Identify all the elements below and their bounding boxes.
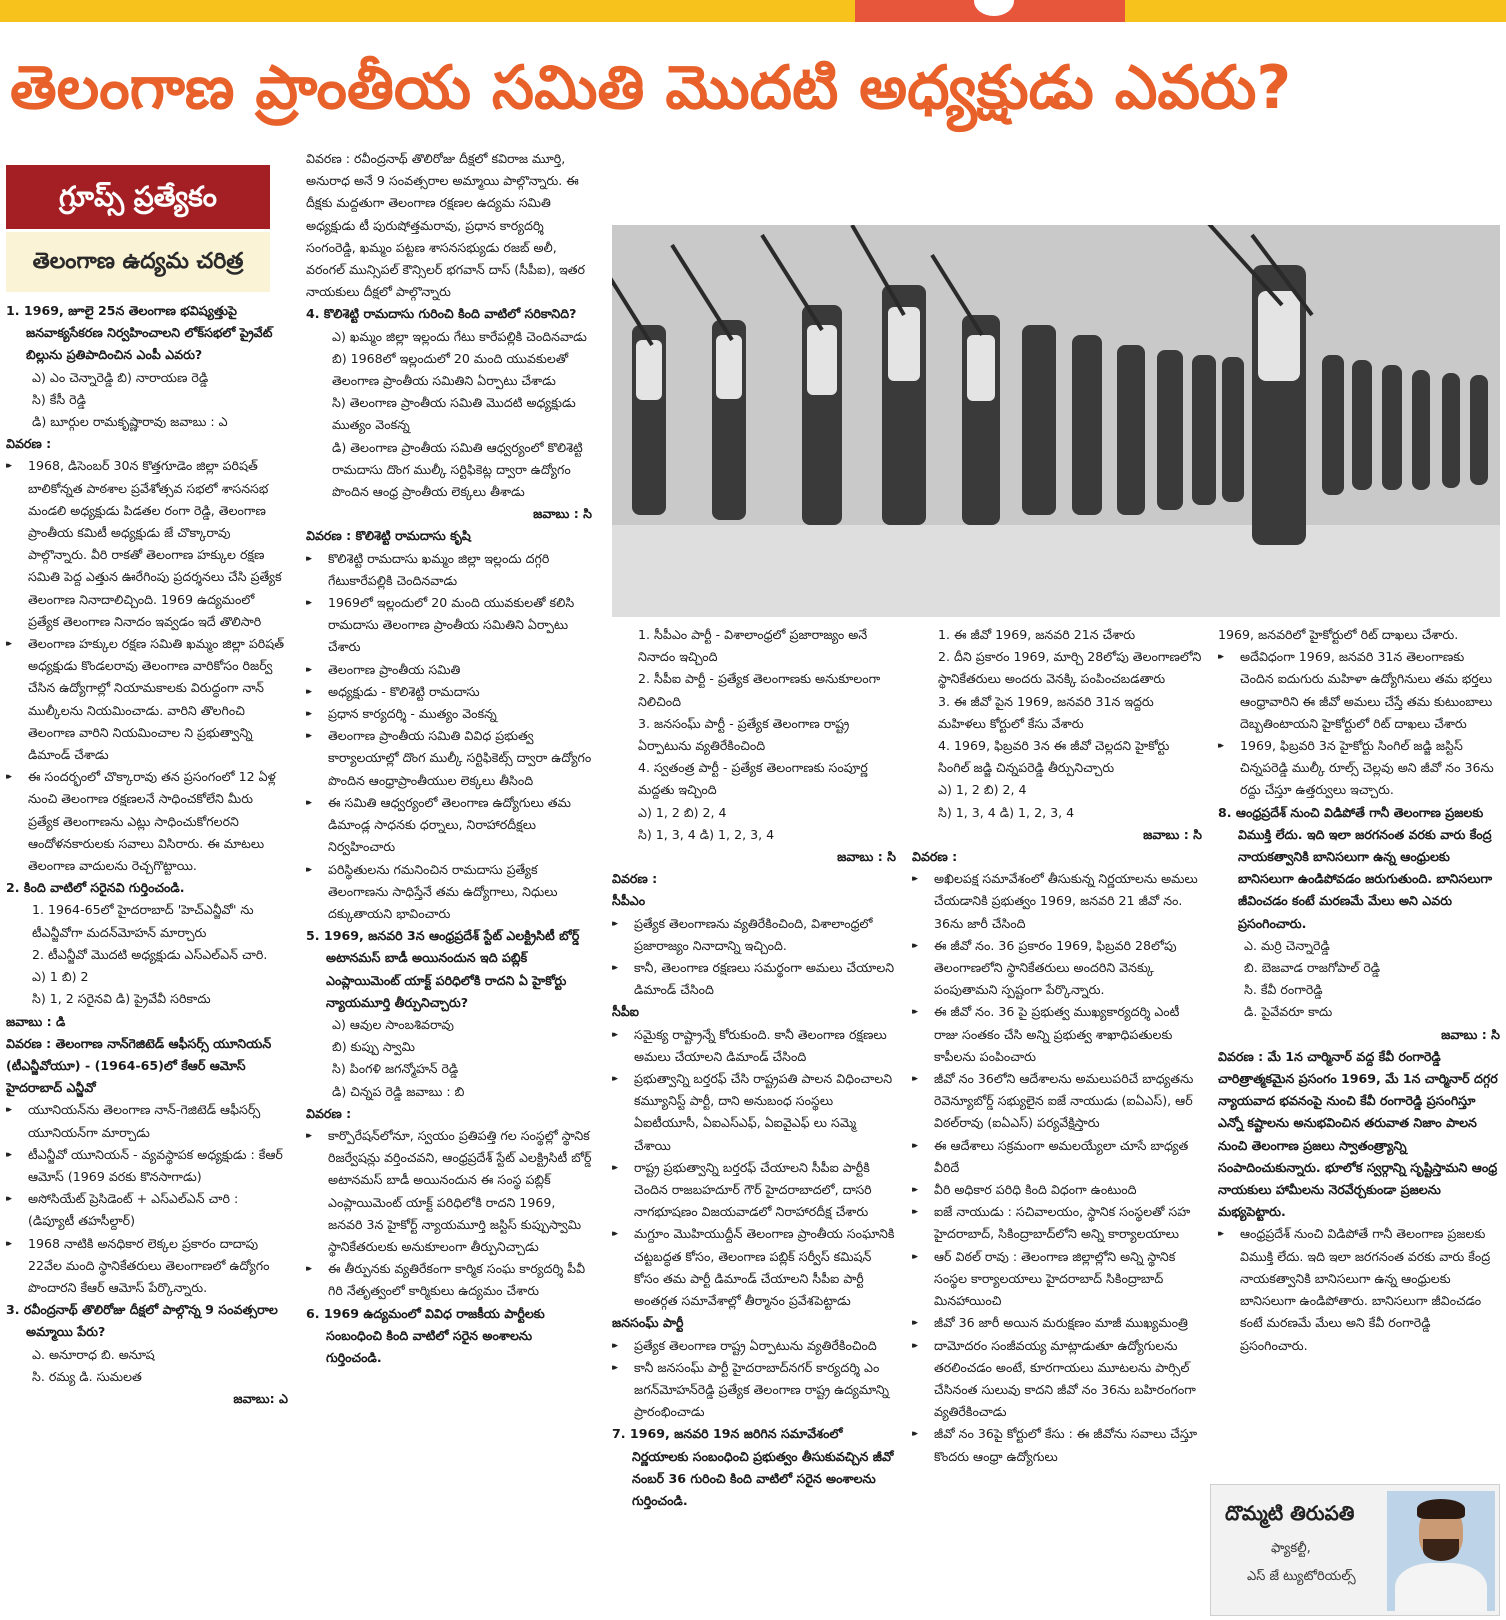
column2-bullet-point: ▸▸ కార్పొరేషన్‌లోనూ, స్వయం ప్రతిపత్తి గల సంస్థల్లో స్థానిక రిజర్వేషన్లు వర్తించవని, ఆంధ్రప్రదేశ్ స్టేట్ ఎలక్ట్రిసిటీ బోర్డ్ అటానమస్ బాడీ అయినందున ఈ సంస్థ పబ్లిక్ ఎంప్లాయిమెంట్ యాక్ట్ పరిధిలోకి రాదని 1969, జనవరి 3న హైకోర్ట్ న్యాయమూర్తి జస్టిస్ కుప్పుస్వామి స్థానికేతరులకు అనుకూలంగా తీర్పునిచ్చాడు	[306, 1125, 592, 1258]
column1-option: సి) 1, 2 సరైనవి డి) ప్రైవేవీ సరికాదు	[32, 991, 211, 1007]
column4-bullet-point: ▸▸ జీవో నం 36లోని ఆదేశాలను అమలుపరిచే బాధ్యతను రెవెన్యూబోర్డ్ సభ్యులైన ఐజే నాయుడు (ఐఏఎస్), ఆర్ విఠల్‌రావు (ఐఏఎస్) పర్యవేక్షిస్తారు	[912, 1068, 1202, 1135]
column2-option: ఎ) ఆవుల సాంబశివరావు	[332, 1016, 454, 1032]
column3-bullet-point: ▸▸ రాష్ట్ర ప్రభుత్వాన్ని బర్తరఫ్ చేయాలని సీపీఐ పార్టీకి చెందిన రాజబహదూర్ గౌర్ హైదరాబాదలో, దాసరి నాగభూషణం విజయవాడలో నిరాహారదీక్ష చేశారు	[612, 1157, 896, 1224]
column4-bullet-point: ▸▸ ఈ జీవో నం. 36 పై ప్రభుత్వ ముఖ్యకార్యదర్శి ఎంటీ రాజు సంతకం చేసి అన్ని ప్రభుత్వ శాఖాధిపతులకు కాపీలను పంపించారు	[912, 1001, 1202, 1068]
column2-explanation: వివరణ :	[306, 1105, 352, 1121]
column4-explanation: వివరణ :	[912, 849, 958, 865]
column3-option: 2. సీపీఐ పార్టీ - ప్రత్యేక తెలంగాణకు అనుకూలంగా నిలిచింది	[638, 671, 881, 709]
column2-answer: జవాబు : సి	[533, 506, 592, 522]
column2-bullet-point: ▸▸ ఈ తీర్పునకు వ్యతిరేకంగా కార్మిక సంఘ కార్యదర్శి పీవీ గిరి నేతృత్వంలో కార్మికులు ఉద్యమం చేశారు	[306, 1258, 592, 1302]
column2-option: బి) కుప్పు స్వామి	[332, 1039, 415, 1055]
column1-option: ఎ) 1 బి) 2	[32, 969, 89, 985]
column4-bullet-point: ▸▸ అఖిలపక్ష సమావేశంలో తీసుకున్న నిర్ణయాలను అమలు చేయడానికి ప్రభుత్వం 1969, జనవరి 21 జీవో నం. 36ను జారీ చేసింది	[912, 868, 1202, 935]
column5-paragraph: 1969, జనవరిలో హైకోర్టులో రిట్ దాఖలు చేశారు.	[1218, 627, 1459, 642]
column5-question: 8. ఆంధ్రప్రదేశ్ నుంచి విడిపోతే గానీ తెలంగాణ ప్రజలకు విముక్తి లేదు. ఇది ఇలా జరగనంత వరకు వారు కేంద్ర నాయకత్వానికి బానిసలుగా ఉన్న ఆంధ్రులకు బానిసలుగా ఉండిపోవడం జరుగుతుంది. బానిసలుగా జీవించడం కంటే మరణమే మేలు అని ఎవరు ప్రసంగించారు.	[1218, 804, 1493, 931]
marching-volunteers-illustration	[612, 225, 1500, 617]
column-4	[912, 624, 1202, 1616]
column4-bullet-point: ▸▸ జీవో 36 జారీ అయిన మరుక్షణం మాజీ ముఖ్యమంత్రి	[912, 1312, 1202, 1334]
column4-bullet-point: ▸▸ వీరి అధికార పరిధి కింది విధంగా ఉంటుంది	[912, 1179, 1202, 1201]
column1-bullet-point: ▸▸ యూనియన్‌ను తెలంగాణ నాన్-గెజిటెడ్ ఆఫీసర్స్ యూనియన్‌గా మార్చాడు	[6, 1099, 288, 1143]
column4-option: ఎ) 1, 2 బి) 2, 4	[938, 782, 1027, 798]
column1-answer: జవాబు: ఎ	[233, 1390, 288, 1406]
column3-option: 3. జనసంఘ్ పార్టీ - ప్రత్యేక తెలంగాణ రాష్ట్ర ఏర్పాటును వ్యతిరేకించింది	[638, 715, 850, 754]
column1-option: డి) బూర్గుల రామకృష్ణారావు జవాబు : ఎ	[32, 414, 228, 430]
column4-bullet-point: ▸▸ జీవో నం 36పై కోర్టులో కేసు : ఈ జీవోను సవాలు చేస్తూ కొందరు ఆంధ్రా ఉద్యోగులు	[912, 1423, 1202, 1467]
column4-bullet-point: ▸▸ ఆర్ విఠల్ రావు : తెలంగాణ జిల్లాల్లోని అన్ని స్థానిక సంస్థల కార్యాలయాలు హైదరాబాద్ సికింద్రాబాద్ మినహాయించి	[912, 1246, 1202, 1313]
column2-bullet-point: ▸▸ పరిస్థితులను గమనించిన రామదాసు ప్రత్యేక తెలంగాణను సాధిస్తేనే తమ ఉద్యోగాలు, నిధులు దక్కుతాయని భావించారు	[306, 859, 592, 926]
column5-option: సి. కేవీ రంగారెడ్డి	[1244, 982, 1323, 998]
section-label: గ్రూప్స్ ప్రత్యేకం	[6, 165, 270, 229]
author-role: ఫ్యాకల్టీ,	[1271, 1541, 1311, 1556]
section-subtitle: తెలంగాణ ఉద్యమ చరిత్ర	[6, 232, 270, 292]
column4-option: సి) 1, 3, 4 డి) 1, 2, 3, 4	[938, 804, 1075, 820]
headline: తెలంగాణ ప్రాంతీయ సమితి మొదటి అధ్యక్షుడు ఎవరు?	[10, 53, 1292, 123]
column4-option: 3. ఈ జీవో పైన 1969, జనవరి 31న ఇద్దరు మహిళలు కోర్టులో కేసు వేశారు	[938, 693, 1154, 731]
column4-option: 2. దీని ప్రకారం 1969, మార్చి 28లోపు తెలంగాణలోని స్థానికేతరులు అందరు వెనక్కి పంపించబడతారు	[938, 649, 1202, 687]
column2-question: 4. కొలిశెట్టి రామదాసు గురించి కింది వాటిలో సరికానిది?	[306, 306, 577, 322]
column5-option: ఎ. మర్రి చెన్నారెడ్డి	[1244, 937, 1330, 953]
column5-bullet-point: ▸▸ 1969, ఫిబ్రవరి 3న హైకోర్టు సింగిల్ జడ్జి జస్టిస్ చిన్నపరెడ్డి ముల్కీ రూల్స్ చెల్లవు అని జీవో నం 36ను రద్దు చేస్తూ ఉత్తర్వులు ఇచ్చారు.	[1218, 735, 1500, 802]
column1-option: ఎ. అనూరాధ బి. అనూష	[32, 1346, 155, 1362]
column1-option: 2. టీఎన్జీవో మొదటి అధ్యక్షుడు ఎస్ఎల్ఎన్ చారి.	[32, 946, 268, 962]
column2-question: 6. 1969 ఉద్యమంలో వివిధ రాజకీయ పార్టీలకు సంబంధించి కింది వాటిలో సరైన అంశాలను గుర్తించండి.	[306, 1305, 545, 1365]
column3-bullet-point: ▸▸ ప్రత్యేక తెలంగాణ రాష్ట్ర ఏర్పాటును వ్యతిరేకించింది	[612, 1335, 896, 1357]
column2-option: బి) 1968లో ఇల్లందులో 20 మంది యువకులతో తెలంగాణ ప్రాంతీయ సమితిని ఏర్పాటు చేశాడు	[332, 350, 569, 389]
column1-bullet-point: ▸▸ 1968, డిసెంబర్ 30న కొత్తగూడెం జిల్లా పరిషత్ బాలికోన్నత పాఠశాల ప్రవేశోత్సవ సభలో శాసనసభ మండలి అధ్యక్షుడు పిడతల రంగా రెడ్డి, తెలంగాణ ప్రాంతీయ కమిటీ అధ్యక్షుడు జే చొక్కారావు పాల్గొన్నారు. వీరి రాకతో తెలంగాణ హక్కుల రక్షణ సమితి పెద్ద ఎత్తున ఊరేగింపు ప్రదర్శనలు చేసి ప్రత్యేక తెలంగాణ నినాదాలిచ్చింది. 1969 ఉద్యమంలో ప్రత్యేక తెలంగాణ నినాదం ఇవ్వడం ఇదే తొలిసారి	[6, 455, 288, 633]
column3-option: సి) 1, 3, 4 డి) 1, 2, 3, 4	[638, 826, 775, 842]
column3-option: ఎ) 1, 2 బి) 2, 4	[638, 804, 727, 820]
column2-option: సి) తెలంగాణ ప్రాంతీయ సమితి మొదటి అధ్యక్షుడు ముత్యం వెంకన్న	[332, 395, 576, 433]
column1-option: సి. రమ్య డి. సుమలత	[32, 1368, 142, 1384]
column2-bullet-point: ▸▸ 1969లో ఇల్లందులో 20 మంది యువకులతో కలిసి రామదాసు తెలంగాణ ప్రాంతీయ సమితిని ఏర్పాటు చేశారు	[306, 592, 592, 659]
top-color-bar	[0, 0, 1506, 22]
column2-bullet-point: ▸▸ తెలంగాణ ప్రాంతీయ సమితి	[306, 659, 592, 681]
column1-question: 1. 1969, జూలై 25న తెలంగాణ భవిష్యత్తుపై జనవాక్యసేకరణ నిర్వహించాలని లోక్‌సభలో ప్రైవేట్ బిల్లును ప్రతిపాదించిన ఎంపీ ఎవరు?	[6, 303, 273, 363]
column-3	[612, 624, 896, 1616]
column3-subheading: జనసంఘ్ పార్టీ	[612, 1315, 684, 1331]
column5-bullet-point: ▸▸ ఆంధ్రప్రదేశ్ నుంచి విడిపోతే గానీ తెలంగాణ ప్రజలకు విముక్తి లేదు. ఇది ఇలా జరగనంత వరకు వారు కేంద్ర నాయకత్వానికి బానిసలుగా ఉన్న ఆంధ్రులకు బానిసలుగా ఉండిపోతారు. బానిసలుగా జీవించడం కంటే మరణమే మేలు అని కేవీ రంగారెడ్డి ప్రసంగించారు.	[1218, 1223, 1500, 1356]
column4-bullet-point: ▸▸ ఈ జీవో నం. 36 ప్రకారం 1969, ఫిబ్రవరి 28లోపు తెలంగాణలోని స్థానికేతరులు అందరిని వెనక్కు పంపుతామని స్పష్టంగా పేర్కొన్నారు.	[912, 935, 1202, 1002]
column3-bullet-point: ▸▸ మగ్దూం మొహియుద్దీన్ తెలంగాణ ప్రాంతీయ సంఘానికి చట్టబద్ధత కోసం, తెలంగాణ పబ్లిక్ సర్వీస్ కమిషన్ కోసం తమ పార్టీ డిమాండ్ చేయాలని సీపీఐ పార్టీ అంతర్గత సమావేశాల్లో తీర్మానం ప్రవేశపెట్టాడు	[612, 1223, 896, 1312]
column2-option: డి) చిన్నప రెడ్డి జవాబు : బి	[332, 1083, 465, 1099]
column3-subheading: సీపీఐ	[612, 1004, 639, 1020]
historic-photo	[612, 225, 1500, 617]
column2-bullet-point: ▸▸ అధ్యక్షుడు - కొలిశెట్టి రామదాసు	[306, 681, 592, 703]
column3-bullet-point: ▸▸ సమైక్య రాష్ట్రాన్నే కోరుకుంది. కానీ తెలంగాణ రక్షణలు అమలు చేయాలని డిమాండ్ చేసింది	[612, 1024, 896, 1068]
column1-bullet-point: ▸▸ అసోసియేట్ ప్రెసిడెంట్ + ఎస్ఎల్ఎన్ చారి : (డిప్యూటీ తహసీల్దార్)	[6, 1188, 288, 1232]
column5-explanation: వివరణ : మే 1న చార్మినార్ వద్ద కేవీ రంగారెడ్డి చారిత్రాత్మకమైన ప్రసంగం 1969, మే 1న చార్మినార్ దగ్గర న్యాయవాద భవనంపై నుంచి కేవీ రంగారెడ్డి ప్రసంగిస్తూ ఎన్నో కష్టాలను అనుభవించిన తరువాత నిజాం పాలన నుంచి తెలంగాణ ప్రజలు స్వాతంత్ర్యాన్ని సంపాదించుకున్నారు. భూలోక స్వర్గాన్ని సృష్టిస్తామని ఆంధ్ర నాయకులు హామీలను నెరవేర్చకుండా ప్రజలను మభ్యపెట్టారు.	[1218, 1048, 1498, 1220]
column1-bullet-point: ▸▸ టీఎన్జీవో యూనియన్ - వ్యవస్థాపక అధ్యక్షుడు : కేఆర్ ఆమోస్ (1969 వరకు కొనసాగాడు)	[6, 1144, 288, 1188]
column2-option: ఎ) ఖమ్మం జిల్లా ఇల్లందు గేటు కారేపల్లికి చెందినవాడు	[332, 328, 587, 344]
column1-bullet-point: ▸▸ ఈ సందర్భంలో చొక్కారావు తన ప్రసంగంలో 12 ఏళ్ల నుంచి తెలంగాణ రక్షణలనే సాధించకోలేని మీరు ప్రత్యేక తెలంగాణను ఎట్లు సాధించుకోగలరని ఆందోళనకారులకు సవాలు విసిరారు. ఈ మాటలు తెలంగాణ వాదులను రెచ్చగొట్టాయి.	[6, 766, 288, 877]
author-box	[1210, 1484, 1500, 1616]
column-2	[306, 148, 592, 1616]
column3-answer: జవాబు : సి	[837, 849, 896, 865]
column3-bullet-point: ▸▸ కానీ, తెలంగాణ రక్షణలు సమర్థంగా అమలు చేయాలని డిమాండ్ చేసింది	[612, 957, 896, 1001]
column3-bullet-point: ▸▸ ప్రభుత్వాన్ని బర్తరఫ్ చేసి రాష్ట్రపతి పాలన విధించాలని కమ్యూనిస్ట్ పార్టీ, దాని అనుబంధ సంస్థలు ఏఐటీయూసీ, ఏఐఎస్ఎఫ్, ఏఐవైఎఫ్ లు సమ్మె చేశాయి	[612, 1068, 896, 1157]
column3-option: 1. సీపీఎం పార్టీ - విశాలాంధ్రలో ప్రజారాజ్యం అనే నినాదం ఇచ్చింది	[638, 627, 868, 665]
column3-bullet-point: ▸▸ ప్రత్యేక తెలంగాణను వ్యతిరేకించింది, విశాలాంధ్రలో ప్రజారాజ్యం నినాదాన్ని ఇచ్చింది.	[612, 913, 896, 957]
column5-option: బి. బెజవాడ రాజగోపాల్ రెడ్డి	[1244, 960, 1381, 976]
author-name: దొమ్మటి తిరుపతి	[1225, 1501, 1355, 1525]
column4-bullet-point: ▸▸ దామోదరం సంజీవయ్య మాట్లాడుతూ ఉద్యోగులను తరలించడం అంటే, కూరగాయలు మూటలను పార్సిల్ చేసినంత సులువు కాదని జీవో నం 36ను బహిరంగంగా వ్యతిరేకించాడు	[912, 1335, 1202, 1424]
column3-option: 4. స్వతంత్ర పార్టీ - ప్రత్యేక తెలంగాణకు సంపూర్ణ మద్దతు ఇచ్చింది	[638, 760, 868, 798]
column-1	[6, 300, 288, 1616]
column2-option: సి) పింగళి జగన్మోహన్ రెడ్డి	[332, 1061, 459, 1077]
column2-bullet-point: ▸▸ కొలిశెట్టి రామదాసు ఖమ్మం జిల్లా ఇల్లందు దగ్గరి గేటుకారేపల్లికి చెందినవాడు	[306, 548, 592, 592]
column4-answer: జవాబు : సి	[1143, 826, 1202, 842]
column2-bullet-point: ▸▸ ఈ సమితి ఆధ్వర్యంలో తెలంగాణ ఉద్యోగులు తమ డిమాండ్ల సాధనకు ధర్నాలు, నిరాహారదీక్షలు నిర్వహించారు	[306, 792, 592, 859]
column2-paragraph: వివరణ : రవీంద్రనాథ్ తొలిరోజు దీక్షలో కవిరాజ మూర్తి, అనురాధ అనే 9 సంవత్సరాల అమ్మాయి పాల్గొన్నారు. ఈ దీక్షకు మద్దతుగా తెలంగాణ రక్షణల ఉద్యమ సమితి అధ్యక్షుడు టీ పురుషోత్తమరావు, ప్రధాన కార్యదర్శి సంగంరెడ్డి, ఖమ్మం పట్టణ శాసనసభ్యుడు రజబ్ అలీ, వరంగల్ మున్సిపల్ కౌన్సిలర్ భగవాన్ దాస్ (సీపీఐ), ఇతర నాయకులు దీక్షలో పాల్గొన్నారు	[306, 151, 586, 300]
column1-explanation: వివరణ :	[6, 436, 52, 452]
column1-explanation: వివరణ : తెలంగాణ నాన్‌గెజిటెడ్ ఆఫీసర్స్ యూనియన్ (టీఎన్జీవోయూ) - (1964-65)లో కేఆర్ ఆమోస్ హైదరాబాద్ ఎన్జీవో	[6, 1035, 272, 1096]
column3-subheading: సీపీఎం	[612, 893, 646, 909]
column2-option: డి) తెలంగాణ ప్రాంతీయ సమితి ఆధ్వర్యంలో కొలిశెట్టి రామదాసు దొంగ ముల్కీ సర్టిఫికెట్ల ద్వారా ఉద్యోగం పొందిన ఆంధ్ర ప్రాంతీయ లెక్కలు తీశాడు	[332, 439, 583, 500]
author-photo	[1387, 1491, 1495, 1611]
column3-explanation: వివరణ :	[612, 871, 658, 887]
column1-bullet-point: ▸▸ 1968 నాటికి అనధికార లెక్కల ప్రకారం దాదాపు 22వేల మంది స్థానికేతరులు తెలంగాణలో ఉద్యోగం పొందారని కేఆర్ ఆమోస్ పేర్కొన్నారు.	[6, 1233, 288, 1300]
column3-question: 7. 1969, జనవరి 19న జరిగిన సమావేశంలో నిర్ణయాలకు సంబంధించి ప్రభుత్వం తీసుకువచ్చిన జీవో నంబర్ 36 గురించి కింది వాటిలో సరైన అంశాలను గుర్తించండి.	[612, 1426, 894, 1508]
column5-bullet-point: ▸▸ అదేవిధంగా 1969, జనవరి 31న తెలంగాణకు చెందిన ఐదుగురు మహిళా ఉద్యోగినులు తమ భర్తలు ఆంధ్రావారిని ఈ జీవో అమలు చేస్తే తమ కుటుంబాలు దెబ్బతింటాయని హైకోర్టులో రిట్ దాఖలు చేశారు	[1218, 646, 1500, 735]
column2-question: 5. 1969, జనవరి 3న ఆంధ్రప్రదేశ్ స్టేట్ ఎలక్ట్రిసిటీ బోర్డ్ అటానమస్ బాడీ అయినందున ఇది పబ్లిక్ ఎంప్లాయిమెంట్ యాక్ట్ పరిధిలోకి రాదని ఏ హైకోర్టు న్యాయమూర్తి తీర్పునిచ్చారు?	[306, 928, 580, 1010]
column-5	[1218, 624, 1500, 1484]
column4-option: 4. 1969, ఫిబ్రవరి 3న ఈ జీవో చెల్లదని హైకోర్టు సింగిల్ జడ్జి చిన్నపరెడ్డి తీర్పునిచ్చారు	[938, 738, 1170, 776]
author-org: ఎస్ జే ట్యుటోరియల్స్	[1247, 1569, 1356, 1584]
column3-bullet-point: ▸▸ కానీ జనసంఘ్ పార్టీ హైదరాబాద్‌నగర్ కార్యదర్శి ఎం జగన్‌మోహన్‌రెడ్డి ప్రత్యేక తెలంగాణ రాష్ట్ర ఉద్యమాన్ని ప్రారంభించాడు	[612, 1357, 896, 1424]
column1-option: సి) కేసీ రెడ్డి	[32, 391, 86, 407]
column1-question: 2. కింది వాటిలో సరైనవి గుర్తించండి.	[6, 880, 185, 896]
column2-bullet-point: ▸▸ ప్రధాన కార్యదర్శి - ముత్యం వెంకన్న	[306, 703, 592, 725]
column1-bullet-point: ▸▸ తెలంగాణ హక్కుల రక్షణ సమితి ఖమ్మం జిల్లా పరిషత్ అధ్యక్షుడు కొండలరావు తెలంగాణ వారికోసం రిజర్వ్ చేసిన ఉద్యోగాల్లో నియామకాలకు విరుద్ధంగా నాన్ ముల్కీలను నియమించాడు. వారిని తొలగించి తెలంగాణ వారిని నియమించాల ని ప్రభుత్వాన్ని డిమాండ్ చేశాడు	[6, 633, 288, 766]
column5-option: డి. పైవేవరూ కాదు	[1244, 1004, 1333, 1020]
column1-option: ఎ) ఎం చెన్నారెడ్డి బి) నారాయణ రెడ్డి	[32, 369, 209, 385]
column4-bullet-point: ▸▸ ఐజే నాయుడు : సచివాలయం, స్థానిక సంస్థలతో సహ హైదరాబాద్, సికింద్రాబాద్‌లోని అన్ని కార్యాలయాలు	[912, 1201, 1202, 1245]
column1-option: 1. 1964-65లో హైదరాబాద్ 'హెచ్ఎన్జీవో' ను టీఎన్జీవోగా మదన్‌మోహన్ మార్చారు	[32, 902, 254, 940]
column4-bullet-point: ▸▸ ఈ ఆదేశాలు సక్రమంగా అమలయ్యేలా చూసే బాధ్యత వీరిదే	[912, 1135, 1202, 1179]
column1-explanation: జవాబు : డి	[6, 1013, 66, 1029]
column1-question: 3. రవీంద్రనాథ్ తొలిరోజు దీక్షలో పాల్గొన్న 9 సంవత్సరాల అమ్మాయి పేరు?	[6, 1302, 278, 1340]
column4-option: 1. ఈ జీవో 1969, జనవరి 21న చేశారు	[938, 627, 1136, 642]
column2-explanation: వివరణ : కొలిశెట్టి రామదాసు కృషి	[306, 528, 471, 544]
column2-bullet-point: ▸▸ తెలంగాణ ప్రాంతీయ సమితి వివిధ ప్రభుత్వ కార్యాలయాల్లో దొంగ ముల్కీ సర్టిఫికెట్స్ ద్వారా ఉద్యోగం పొందిన ఆంధ్రాప్రాంతీయుల లెక్కలు తీసింది	[306, 725, 592, 792]
column5-answer: జవాబు : సి	[1441, 1026, 1500, 1042]
